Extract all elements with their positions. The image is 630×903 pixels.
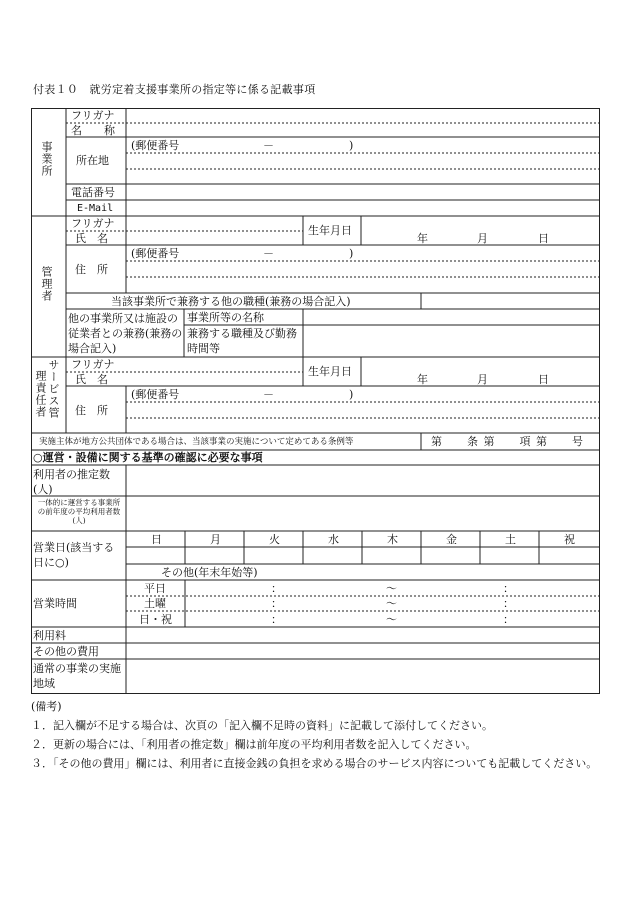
kanrisha-year: 年 (417, 232, 428, 245)
hours-colon-3b: ： (503, 613, 514, 626)
sm-name-label: 氏 名 (75, 373, 108, 386)
business-hours-label: 営業時間 (33, 597, 77, 610)
kanrisha-duty-hours-label: 兼務する職種及び勤務時間等 (187, 327, 297, 355)
kanrisha-postal-close: ) (349, 247, 354, 260)
kanrisha-other-facility-label: 他の事業所又は施設の従業者との兼務(兼務の場合記入) (68, 312, 183, 355)
page-title: 付表１０ 就労定着支援事業所の指定等に係る記載事項 (33, 83, 316, 96)
hours-sunday-holiday: 日・祝 (139, 613, 172, 626)
jigyosho-postal-label: (郵便番号 (131, 139, 180, 152)
hours-saturday: 土曜 (144, 597, 166, 610)
day-fri: 金 (446, 533, 457, 546)
sm-day: 日 (538, 373, 549, 386)
business-days-label: 営業日(該当する日に○) (33, 541, 115, 569)
day-sun: 日 (151, 533, 162, 546)
notes-heading: (備考) (31, 700, 62, 713)
sm-year: 年 (417, 373, 428, 386)
other-days-label: その他(年末年始等) (161, 566, 258, 579)
kanrisha-month: 月 (477, 232, 488, 245)
day-tue: 火 (269, 533, 280, 546)
hours-colon-3a: ： (271, 613, 282, 626)
kanrisha-concurrent-label: 当該事業所で兼務する他の職種(兼務の場合記入) (111, 295, 351, 308)
fee-label: 利用料 (33, 629, 66, 642)
sm-address-label: 住 所 (75, 404, 108, 417)
jigyosho-address-label: 所在地 (76, 154, 109, 167)
note-item: ３．「その他の費用」欄には、利用者に直接金銭の負担を求める場合のサービス内容についても記載してください。 (31, 757, 598, 770)
day-mon: 月 (210, 533, 221, 546)
section-jigyosho: 事業所 (40, 141, 53, 177)
section-service-manager-a: サービス管 (47, 359, 60, 419)
day-thu: 木 (387, 533, 398, 546)
sm-postal-dash: － (263, 388, 274, 401)
kanrisha-day: 日 (538, 232, 549, 245)
sm-month: 月 (477, 373, 488, 386)
day-wed: 水 (328, 533, 339, 546)
jigyosho-name-label: 名 称 (71, 124, 115, 137)
kanrisha-birth-label: 生年月日 (308, 224, 352, 237)
note-item: ２．更新の場合には、「利用者の推定数」欄は前年度の平均利用者数を記入してください。 (31, 738, 477, 751)
standards-heading: ○運営・設備に関する基準の確認に必要な事項 (33, 451, 263, 464)
form-table (31, 108, 600, 694)
sm-birth-label: 生年月日 (308, 365, 352, 378)
section-service-manager-b: 理責任者 (34, 370, 47, 418)
sm-postal-close: ) (349, 388, 354, 401)
ordinance-label: 実施主体が地方公共団体である場合は、当該事業の実施について定めてある条例等 (39, 437, 354, 447)
jigyosho-tel-label: 電話番号 (71, 186, 115, 199)
section-kanrisha: 管理者 (40, 266, 53, 302)
kanrisha-name-label: 氏 名 (75, 232, 108, 245)
hours-colon-2b: ： (503, 597, 514, 610)
sm-postal-label: (郵便番号 (131, 388, 180, 401)
sm-furigana-label: フリガナ (71, 358, 115, 371)
area-label: 通常の事業の実施地域 (33, 662, 121, 690)
day-sat: 土 (505, 533, 516, 546)
jigyosho-postal-dash: － (263, 139, 274, 152)
notes (31, 697, 606, 773)
hours-colon-1a: ： (271, 582, 282, 595)
kanrisha-facility-name-label: 事業所等の名称 (187, 311, 264, 324)
integrated-avg-label: 一体的に運営する事業所の前年度の平均利用者数(人) (37, 498, 121, 525)
hours-weekday: 平日 (144, 582, 166, 595)
other-cost-label: その他の費用 (33, 645, 99, 658)
kanrisha-postal-label: (郵便番号 (131, 247, 180, 260)
table-grid (31, 108, 600, 694)
hours-tilde-3: ～ (386, 613, 397, 626)
kanrisha-address-label: 住 所 (75, 263, 108, 276)
hours-colon-2a: ： (271, 597, 282, 610)
hours-tilde-1: ～ (386, 582, 397, 595)
jigyosho-postal-close: ) (349, 139, 354, 152)
hours-tilde-2: ～ (386, 597, 397, 610)
users-estimate-label: 利用者の推定数(人) (33, 468, 110, 496)
kanrisha-furigana-label: フリガナ (71, 217, 115, 230)
jigyosho-email-label: E-Mail (77, 203, 114, 214)
hours-colon-1b: ： (503, 582, 514, 595)
kanrisha-postal-dash: － (263, 247, 274, 260)
jigyosho-furigana-label: フリガナ (71, 109, 115, 122)
ordinance-value: 第 条 第 項 第 号 (431, 435, 584, 448)
day-holiday: 祝 (564, 533, 575, 546)
note-item: １．記入欄が不足する場合は、次頁の「記入欄不足時の資料」に記載して添付してください。 (31, 719, 493, 732)
